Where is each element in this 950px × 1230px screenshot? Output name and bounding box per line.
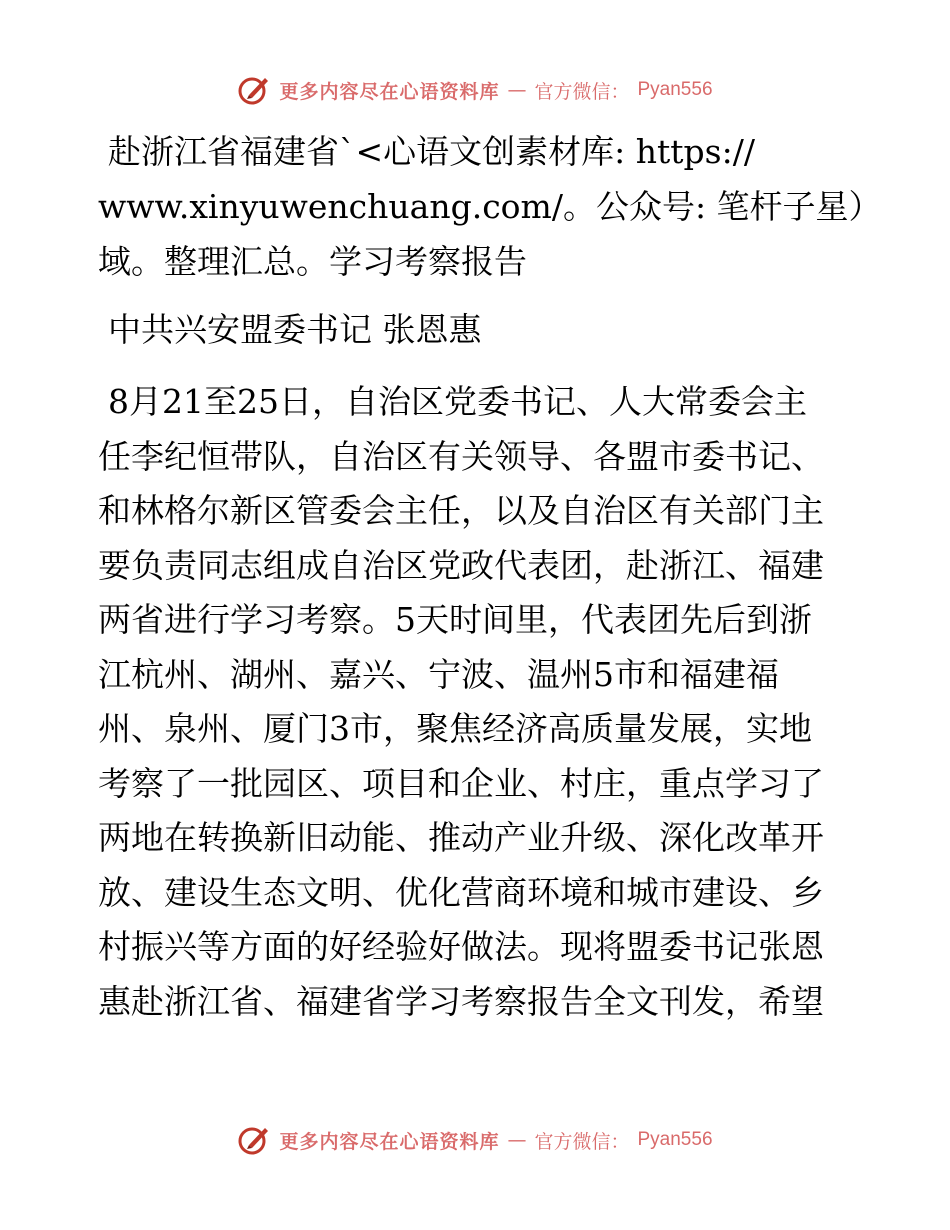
banner-wechat-id: Pyan556 (637, 79, 713, 100)
document-content (98, 124, 882, 1029)
body-line: 和林格尔新区管委会主任，以及自治区有关部门主 (98, 491, 824, 530)
document-author: 中共兴安盟委书记 张恩惠 (108, 310, 482, 349)
banner-wechat-id: Pyan556 (637, 1129, 713, 1150)
body-line: 两省进行学习考察。5天时间里，代表团先后到浙 (98, 600, 812, 639)
header-banner (0, 70, 950, 110)
body-line: 两地在转换新旧动能、推动产业升级、深化改革开 (98, 818, 824, 857)
banner-text: 更多内容尽在心语资料库 (279, 1130, 500, 1153)
body-line: 惠赴浙江省、福建省学习考察报告全文刊发，希望 (98, 981, 824, 1021)
pen-quill-logo-icon (237, 1123, 271, 1157)
pen-quill-logo-icon (237, 73, 271, 107)
banner-separator: — (507, 1129, 527, 1151)
body-line: 州、泉州、厦门3市，聚焦经济高质量发展，实地 (98, 709, 812, 748)
document-title (98, 124, 882, 289)
banner-wechat-label: 官方微信： (534, 80, 630, 103)
title-line: www.xinyuwenchuang.com/。公众号: 笔杆子星） (98, 187, 882, 226)
body-line: 考察了一批园区、项目和企业、村庄，重点学习了 (98, 763, 824, 803)
body-line: 8月21至25日，自治区党委书记、人大常委会主 (108, 382, 807, 421)
banner-wechat-label: 官方微信： (534, 1130, 630, 1153)
body-line: 放、建设生态文明、优化营商环境和城市建设、乡 (98, 872, 824, 912)
footer-banner (0, 1120, 950, 1160)
body-line: 要负责同志组成自治区党政代表团，赴浙江、福建 (98, 545, 824, 585)
body-line: 江杭州、湖州、嘉兴、宁波、温州5市和福建福 (98, 654, 779, 694)
title-line: 赴浙江省福建省`<心语文创素材库: https:// (108, 132, 755, 171)
banner-text: 更多内容尽在心语资料库 (279, 80, 500, 103)
document-body (98, 375, 858, 1029)
banner-separator: — (507, 79, 527, 101)
title-line: 域。整理汇总。学习考察报告 (98, 242, 527, 281)
body-line: 任李纪恒带队，自治区有关领导、各盟市委书记、 (98, 436, 824, 476)
body-line: 村振兴等方面的好经验好做法。现将盟委书记张恩 (98, 927, 824, 966)
